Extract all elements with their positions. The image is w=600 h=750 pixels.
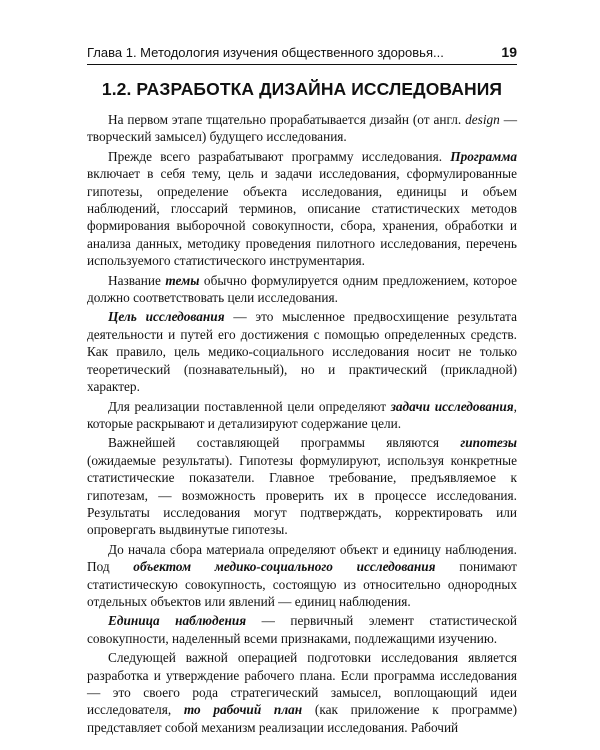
term-emphasis: Программа [450, 148, 517, 164]
section-title: 1.2. РАЗРАБОТКА ДИЗАЙНА ИССЛЕДОВАНИЯ [101, 79, 503, 99]
term-emphasis: то рабочий план [183, 702, 303, 718]
term-emphasis: Единица наблюдения [108, 613, 247, 629]
paragraph [87, 398, 517, 433]
paragraph [87, 649, 517, 736]
paragraph [87, 272, 517, 307]
text-run: На первом этапе тщательно прорабатывается дизайн (от англ. [108, 112, 466, 127]
paragraph [87, 434, 517, 538]
text-run: — первичный элемент статистической совокупности, наделенный всеми признаками, подлежащими изучению. [87, 613, 517, 646]
text-run: понимают статистическую совокупность, состоящую из относительно однородных отдельных объектов или явлений — единиц наблюдения. [87, 559, 517, 609]
text-run: обычно формулируется одним предложением, которое должно соответствовать цели исследования. [87, 272, 517, 306]
text-run: — это мысленное предвосхищение результата деятельности и путей его достижения с помощью определенных средств. Как правило, цель медико-социального исследования носит не только теоретический (познавательный), но и практический (прикладной) характер. [87, 309, 517, 395]
text-run: Для реализации поставленной цели определяют [108, 398, 391, 414]
text-run: (как приложение к программе) представляет собой механизм реализации исследования. Рабочий [87, 702, 518, 735]
term-emphasis: темы [165, 272, 200, 288]
text-run: Важнейшей составляющей программы являются [108, 435, 461, 451]
term-emphasis: объектом медико-социального исследования [133, 559, 436, 575]
text-run: Название [108, 272, 166, 288]
running-header [87, 44, 517, 65]
term-emphasis: задачи исследования [390, 398, 514, 414]
term-emphasis: Цель исследования [108, 309, 225, 325]
page-number: 19 [501, 44, 517, 60]
text-run: Прежде всего разрабатывают программу исследования. [108, 148, 451, 164]
term-emphasis: гипотезы [460, 435, 517, 451]
chapter-title: Глава 1. Методология изучения общественного здоровья... [87, 45, 444, 60]
text-run: Следующей важной операцией подготовки исследования является разработка и утверждение рабочего плана. Если программа исследования — это своего рода стратегический замысел, воплощающий идеи исследователя, [87, 650, 517, 718]
italic-term: design [465, 112, 500, 127]
text-run: включает в себя тему, цель и задачи исследования, сформулированные гипотезы, определение объекта исследования, единицы и объем наблюдений, глоссарий терминов, описание статистических методов формирования выборочной совокупности, сбора, хранения, обработки и анализа данных, методику проведения пилотного исследования, перечень используемого статистического инструментария. [87, 166, 517, 269]
paragraph [87, 111, 517, 146]
book-page [87, 44, 517, 738]
text-run: (ожидаемые результаты). Гипотезы формулируют, используя конкретные статистические показатели. Главное требование, предъявляемое к гипотезам, — возможность проверить их в процессе исследования. Результаты исследования могут подтверждать, корректировать или опровергать выдвинутые гипотезы. [87, 452, 517, 538]
paragraph [87, 148, 517, 270]
text-run: , которые раскрывают и детализируют содержание цели. [87, 398, 517, 431]
paragraph [87, 541, 517, 611]
paragraph [87, 612, 517, 647]
text-run: — творческий замысел) будущего исследования. [87, 112, 517, 145]
text-run: До начала сбора материала определяют объект и единицу наблюдения. Под [87, 541, 517, 575]
body-text [87, 111, 517, 736]
paragraph [87, 308, 517, 395]
